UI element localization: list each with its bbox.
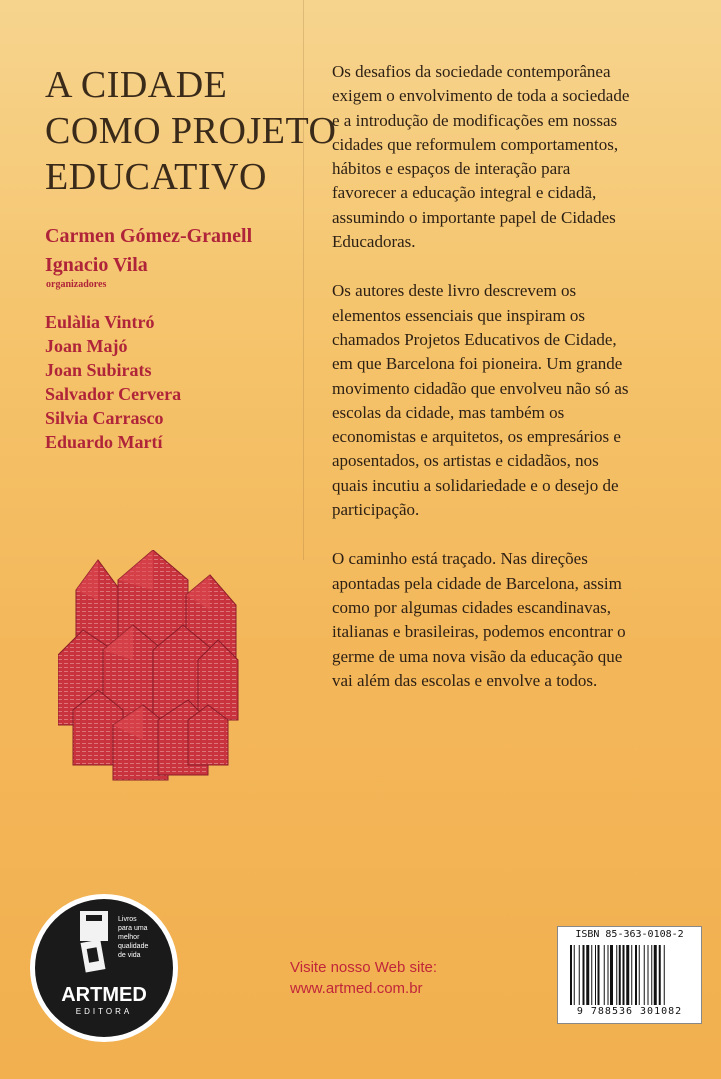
barcode-bars <box>570 945 689 1005</box>
blurb-paragraph: O caminho está traçado. Nas direções apontadas pela cidade de Barcelona, assim como por algumas cidades escandinavas, italianas e brasileiras, podemos encontrar o germe de uma nova visão da educação que vai além das escolas e envolve a todos. <box>332 549 626 690</box>
ean-digits: 9 788536 301082 <box>576 1006 683 1017</box>
author-name: Salvador Cervera <box>45 384 182 404</box>
organizer-name: Ignacio Vila <box>45 254 148 276</box>
logo-slogan: para uma <box>118 925 148 932</box>
barcode <box>557 926 702 1024</box>
organizer-name: Carmen Gómez-Granell <box>45 225 253 247</box>
logo-slogan: qualidade <box>118 943 149 950</box>
title-line-3: EDUCATIVO <box>45 156 267 198</box>
author-name: Eulàlia Vintró <box>45 312 155 332</box>
isbn-text: ISBN 85-363-0108-2 <box>575 929 684 940</box>
logo-slogan: Livros <box>118 916 137 923</box>
blurb <box>332 60 632 718</box>
author-name: Joan Subirats <box>45 360 152 380</box>
organizers <box>45 222 252 280</box>
author-name: Joan Majó <box>45 336 128 356</box>
title-line-2: COMO PROJETO <box>45 110 337 152</box>
artmed-logo <box>28 893 180 1043</box>
logo-sub: EDITORA <box>75 1007 133 1016</box>
title-line-1: A CIDADE <box>45 64 228 106</box>
logo-slogan: melhor <box>118 934 140 941</box>
organizers-label: organizadores <box>46 279 107 290</box>
website-url[interactable]: www.artmed.com.br <box>290 980 423 997</box>
blurb-paragraph: Os desafios da sociedade contemporânea exigem o envolvimento de toda a sociedade e a introdução de modificações em nossas cidades que reformulem comportamentos, hábitos e espaços de interação para favorecer a educação integral e cidadã, assumindo o importante papel de Cidades Educadoras. <box>332 62 630 252</box>
author-name: Eduardo Martí <box>45 432 163 452</box>
authors-list <box>45 310 181 454</box>
author-name: Silvia Carrasco <box>45 408 164 428</box>
logo-brand: ARTMED <box>61 984 147 1006</box>
blurb-paragraph: Os autores deste livro descrevem os elementos essenciais que inspiram os chamados Projetos Educativos de Cidade, em que Barcelona foi pioneira. Um grande movimento cidadão que envolveu não só as escolas da cidade, mas também os economistas e arquitetos, os empresários e aposentados, os artistas e cidadãos, nos quais incutiu a solidariedade e o desejo de participação. <box>332 281 629 520</box>
website-label: Visite nosso Web site: <box>290 959 438 976</box>
book-title <box>45 62 337 200</box>
cover-illustration <box>58 550 248 785</box>
logo-slogan: de vida <box>118 952 141 959</box>
website-info <box>290 957 437 999</box>
